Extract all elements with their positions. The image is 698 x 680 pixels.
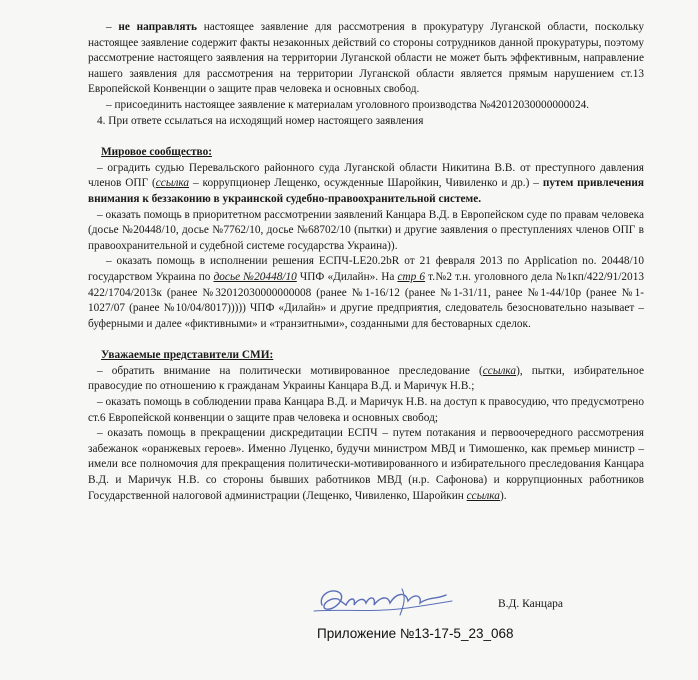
world-item-protect-judge: – оградить судью Перевальского районного суда Луганской области Никитина В.В. от преступного давления членов ОПГ (ссылка – коррупционер Лещенко, осужденные Шаройкин, Чивиленко и др.) – путем привлечения внимания к беззаконию в украинской судебно-правоохранительной системе. <box>88 161 645 205</box>
media-item-echr-discredit: – оказать помощь в прекращении дискредитации ЕСПЧ – путем потакания и первоочередного рассмотрения забежанок «оранжевых героев». Именно Луценко, будучи министром МВД и Тимошенко, как премьер министр – имели все полномочия для прекращения политически-мотивированного и избирательного преследования Канцара В.Д. и Маричук Н.В. со стороны бывших работников МВД (н.р. Сафонова) и коррупционных работников Государственной налоговой администрации (Лещенко, Чивиленко, Шаройкин ссылка). <box>88 427 644 502</box>
dossier-reference: досье №20448/10 <box>213 270 297 283</box>
signer-name: В.Д. Канцара <box>498 598 564 610</box>
page-reference: стр 6 <box>397 270 426 283</box>
world-item-echr-priority: – оказать помощь в приоритетном рассмотрении заявлений Канцара В.Д. в Европейском суде по правам человека (досье №20448/10, досье №7762/10, досье №68702/10 (пытки) и другие заявления о преступлениях членов ОПГ в правоохранительной и судебной системе государства Украина)). <box>88 208 644 252</box>
link-reference[interactable]: ссылка <box>482 364 517 377</box>
media-item-persecution: – обратить внимание на политически мотивированное преследование (ссылка), пытки, избирательное правосудие по отношению к гражданам Украины Канцара В.Д. и Маричук Н.В.; <box>88 364 644 393</box>
section-heading-world: Мировое сообщество: <box>101 146 212 159</box>
paragraph-reply-reference: 4. При ответе ссылаться на исходящий номер настоящего заявления <box>97 114 424 127</box>
link-reference[interactable]: ссылка <box>466 489 500 502</box>
link-reference[interactable]: ссылка <box>155 177 190 190</box>
bold-phrase: не направлять <box>118 21 197 33</box>
section-heading-media: Уважаемые представители СМИ: <box>101 349 274 362</box>
appendix-label: Приложение №13-17-5_23_068 <box>317 626 514 641</box>
world-item-echr-execution: – оказать помощь в исполнении решения ЕСПЧ-LE20.2bR от 21 февраля 2013 по Application no. 20448/10 государством Украина по досье №20448/10 ЧПФ «Дилайн». На стр 6 т.№2 т.н. уголовного дела №1кп/422/91/2013 422/1704/2013к (ранее №32012030000000008 (ранее №1-16/12 (ранее №1-31/11, ранее №1-44/10р (ранее №1-1027/07 (ранее №10/04/8017))))) ЧПФ «Дилайн» и другие предприятия, следователь безосновательно называет – буферными и далее «фиктивными» и «транзитными», созданными для бестоварных сделок. <box>88 255 645 330</box>
letter-body <box>88 20 644 504</box>
handwritten-signature <box>310 583 460 619</box>
paragraph-join-materials: – присоединить настоящее заявление к материалам уголовного производства №42012030000000024. <box>106 98 590 111</box>
media-item-access-justice: – оказать помощь в соблюдении права Канцара В.Д. и Маричук Н.В. на доступ к правосудию, что предусмотрено ст.6 Европейской конвенции о защите прав человека и основных свобод; <box>88 396 644 424</box>
paragraph-no-referral: – не направлять настоящее заявление для рассмотрения в прокуратуру Луганской области, поскольку настоящее заявление содержит факты незаконных действий со стороны сотрудников данной прокуратуры, поэтому рассмотрение настоящего заявления на территории Луганской области не может быть эффективным, направление нашего заявления для рассмотрения на территории Луганской области является прямым нарушением ст.13 Европейской Конвенции о защите прав человека и основных свобод. <box>88 21 644 96</box>
